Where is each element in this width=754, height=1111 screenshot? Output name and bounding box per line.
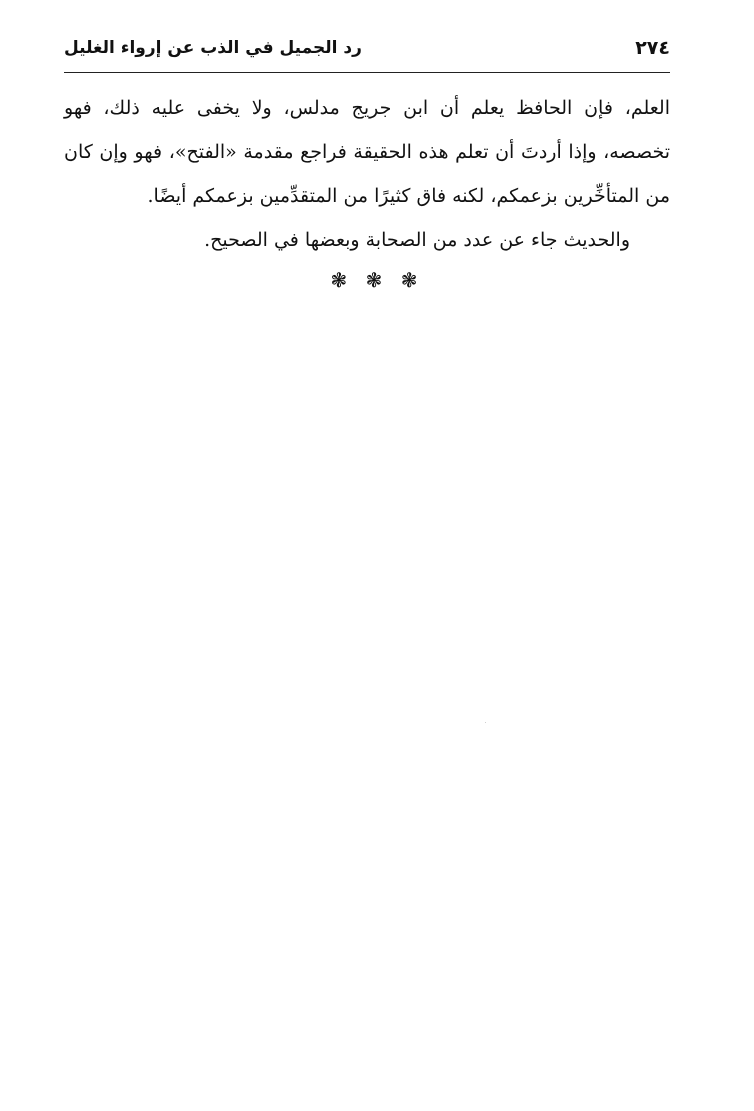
- scan-speck: [485, 722, 486, 723]
- paragraph-2: والحديث جاء عن عدد من الصحابة وبعضها في الصحيح.: [204, 229, 630, 251]
- header-divider: [64, 72, 670, 73]
- running-header: [64, 28, 670, 68]
- running-header-title: رد الجميل في الذب عن إرواء الغليل: [64, 38, 362, 58]
- section-separator-ornament: ❃ ❃ ❃: [330, 268, 424, 292]
- body-text: [64, 86, 670, 262]
- paragraph-1: العلم، فإن الحافظ يعلم أن ابن جريج مدلس، ولا يخفى عليه ذلك، فهو تخصصه، وإذا أردتَ أن تعلم هذه الحقيقة فراجع مقدمة «الفتح»، فهو وإن كان من المتأخِّرين بزعمكم، لكنه فاق كثيرًا من المتقدِّمين بزعمكم أيضًا.: [64, 97, 670, 207]
- page-number: ٢٧٤: [635, 37, 670, 59]
